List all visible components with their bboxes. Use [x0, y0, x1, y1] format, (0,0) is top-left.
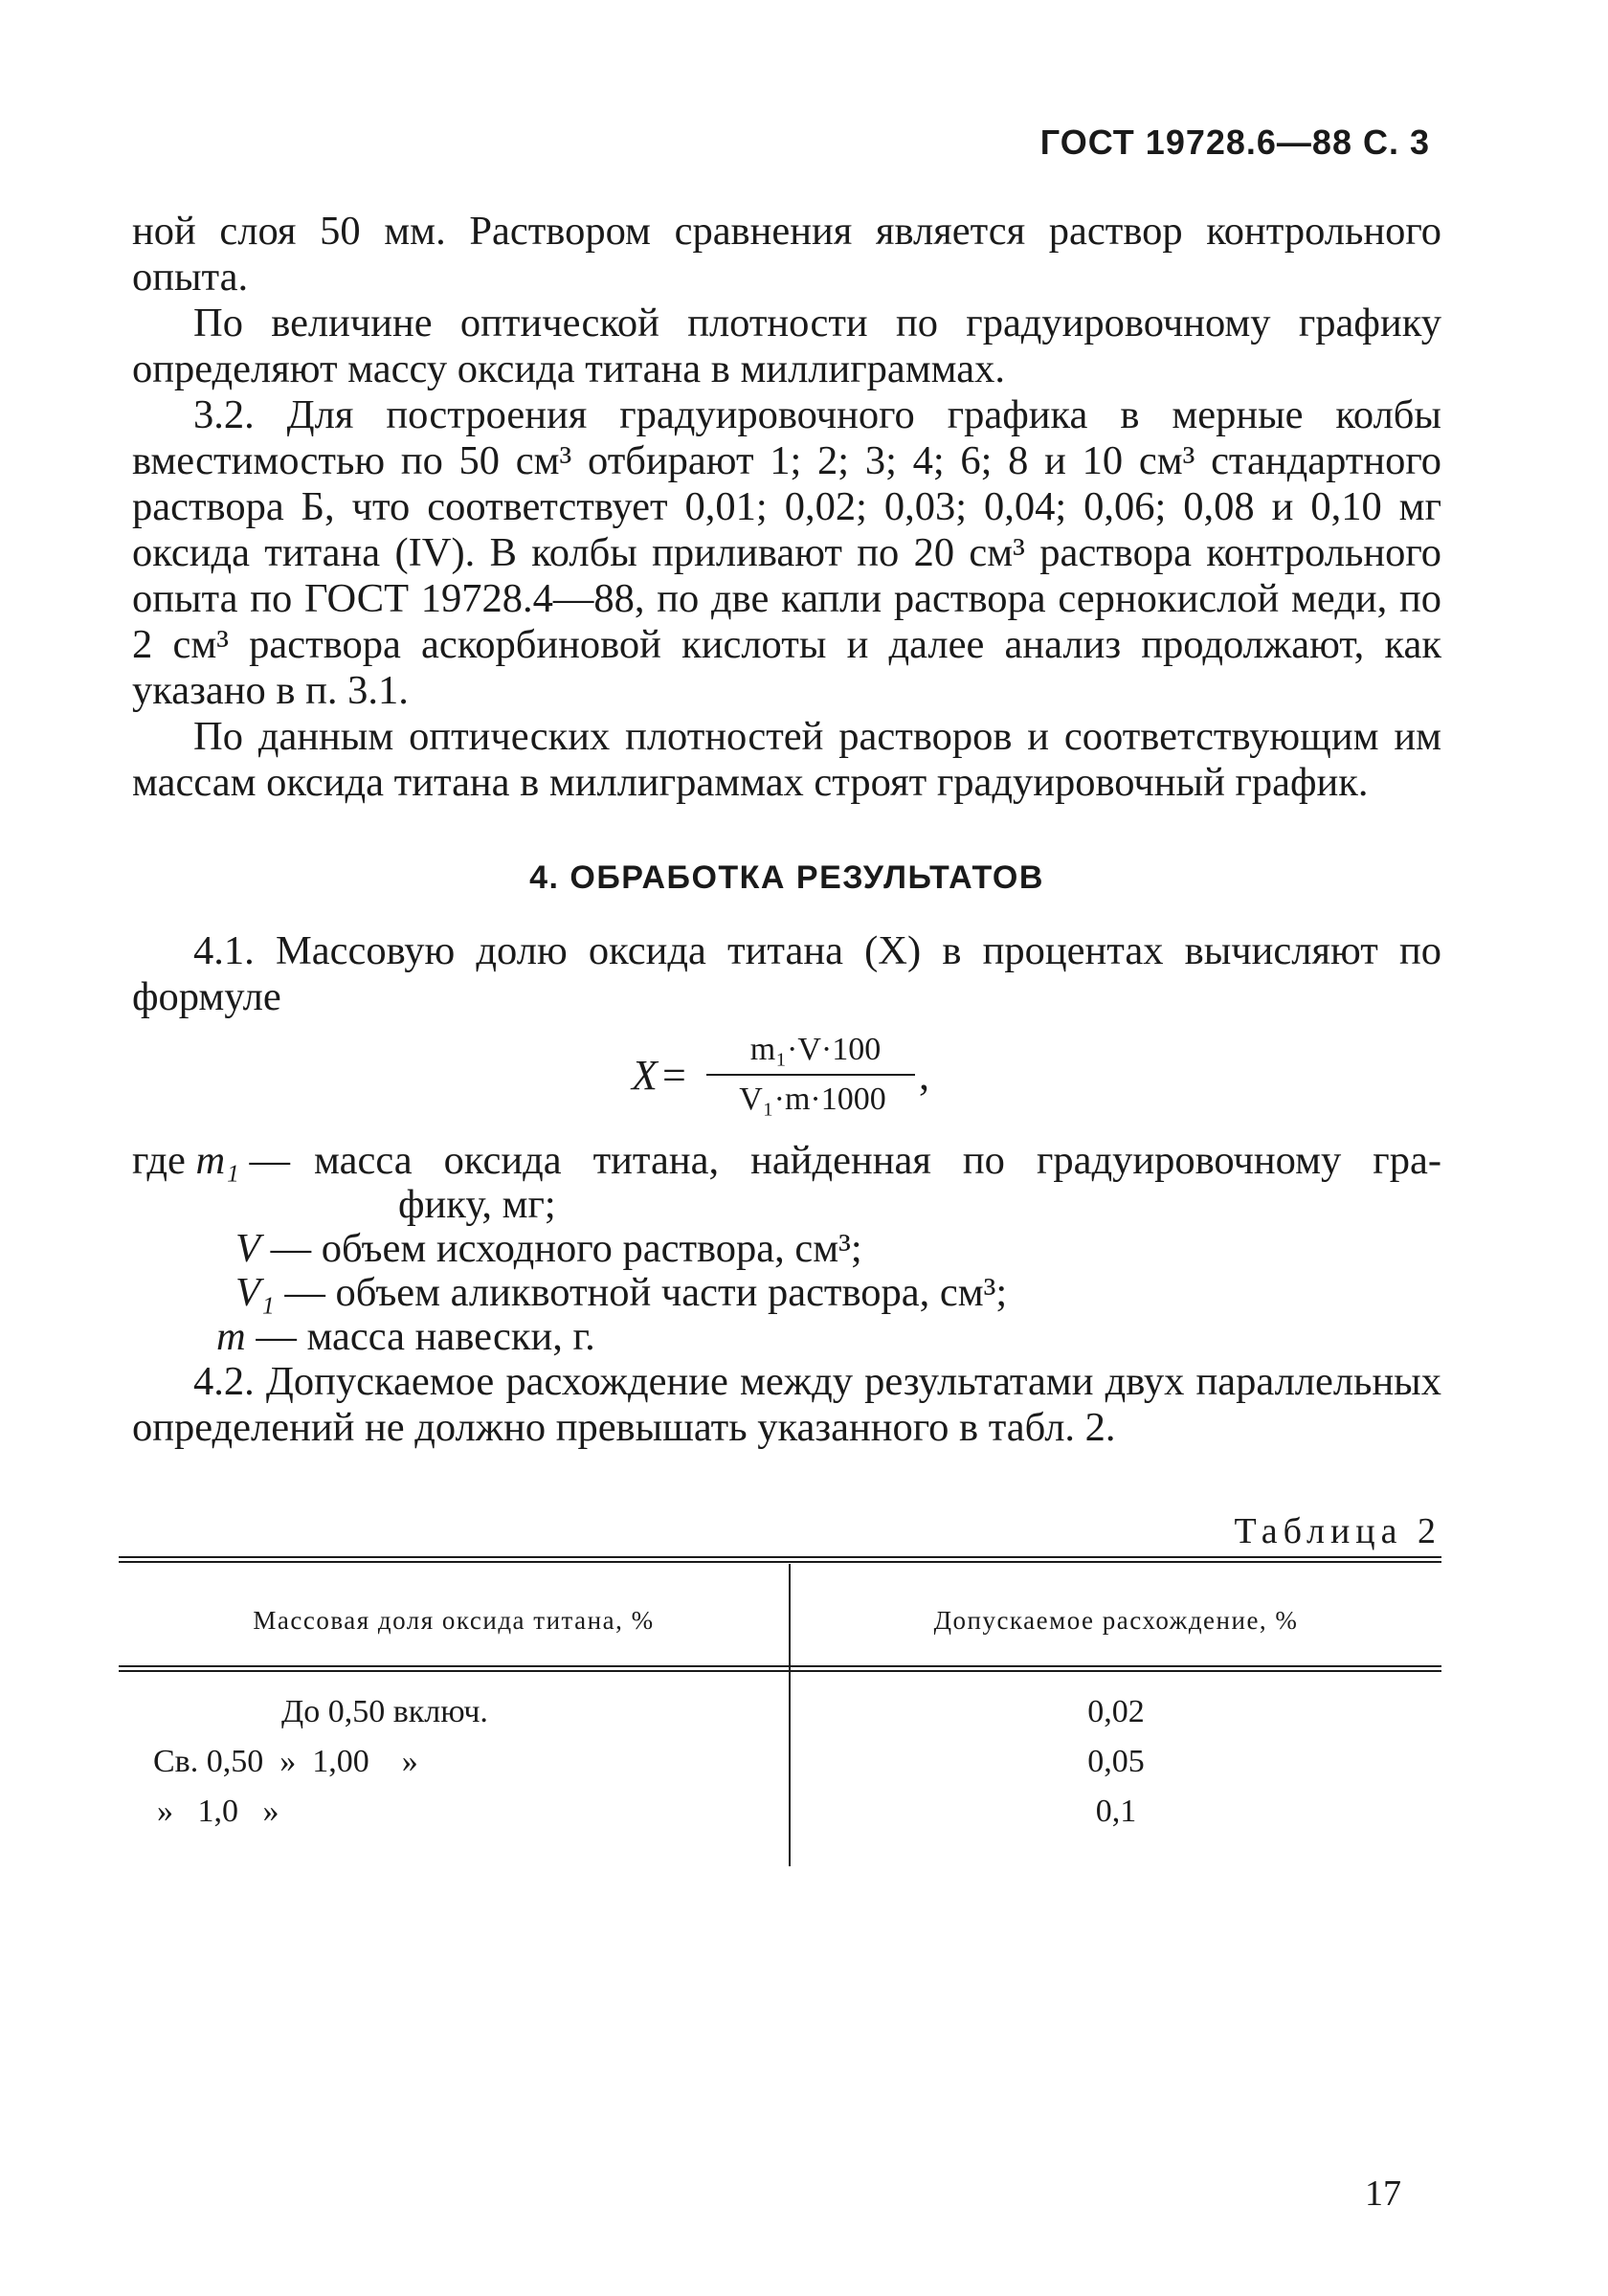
- table-header-rule: [119, 1665, 1441, 1667]
- legend-item: V₁ — объем аликвотной части раствора, см³;: [235, 1270, 1008, 1315]
- table-header-mass-fraction: Массовая доля оксида титана, %: [253, 1606, 655, 1635]
- table-cell-tolerance: 0,05: [1087, 1744, 1145, 1779]
- legend-item: [132, 1139, 1441, 1183]
- table-cell-mass-fraction: До 0,50 включ.: [281, 1694, 488, 1729]
- paragraph-4-1: 4.1. Массовую долю оксида титана (X) в процентах вычисляют по формуле: [132, 928, 1441, 1019]
- formula-equals: =: [662, 1052, 686, 1099]
- table-caption: Таблица 2: [1234, 1511, 1441, 1551]
- formula-numerator: m₁·V·100: [749, 1032, 882, 1067]
- legend-item: V — объем исходного раствора, см³;: [235, 1226, 862, 1271]
- document-header-reference: ГОСТ 19728.6—88 С. 3: [1039, 123, 1430, 162]
- formula-fraction-bar: [706, 1074, 915, 1076]
- formula-trailing: ,: [919, 1052, 929, 1099]
- legend-item-lead: где m₁ —: [132, 1138, 291, 1183]
- section-text-block: [132, 928, 1441, 1020]
- body-text-block: [132, 209, 1441, 806]
- table-cell-tolerance: 0,02: [1087, 1694, 1145, 1729]
- paragraph-4-2-block: [132, 1359, 1441, 1451]
- paragraph-4-2: 4.2. Допускаемое расхождение между результатами двух параллельных определений не должно превышать указанного в табл. 2.: [132, 1359, 1441, 1450]
- paragraph-optical-density: По величине оптической плотности по градуировочному графику определяют массу оксида титана в миллиграммах.: [132, 301, 1441, 391]
- legend-item: m — масса навески, г.: [216, 1314, 595, 1359]
- table-cell-tolerance: 0,1: [1095, 1794, 1137, 1829]
- section-title: 4. ОБРАБОТКА РЕЗУЛЬТАТОВ: [529, 859, 1044, 896]
- table-top-rule: [119, 1556, 1441, 1558]
- tolerance-table: [119, 1556, 1441, 1872]
- table-cell-mass-fraction: Св. 0,50 » 1,00 »: [153, 1744, 418, 1779]
- table-header-rule-double: [119, 1670, 1441, 1672]
- legend-item-text: масса оксида титана, найденная по градуировочному гра-: [314, 1138, 1441, 1183]
- table-cell-mass-fraction: » 1,0 »: [157, 1794, 279, 1829]
- paragraph-calibration-graph: По данным оптических плотностей растворов и соответствующим им массам оксида титана в миллиграммах строят градуировочный график.: [132, 714, 1441, 805]
- legend-item-continuation: фику, мг;: [398, 1182, 556, 1227]
- page-number: 17: [1365, 2173, 1401, 2214]
- formula-denominator: V₁·m·1000: [739, 1081, 886, 1117]
- paragraph-3-2: 3.2. Для построения градуировочного графика в мерные колбы вместимостью по 50 см³ отбирают 1; 2; 3; 4; 6; 8 и 10 см³ стандартного раствора Б, что соответствует 0,01; 0,02; 0,03; 0,04; 0,06; 0,08 и 0,10 мг оксида титана (IV). В колбы приливают по 20 см³ раствора контрольного опыта по ГОСТ 19728.4—88, по две капли раствора сернокислой меди, по 2 см³ раствора аскорбиновой кислоты и далее анализ продолжают, как указано в п. 3.1.: [132, 392, 1441, 713]
- table-top-rule-double: [119, 1561, 1441, 1563]
- paragraph-continuation: ной слоя 50 мм. Раствором сравнения является раствор контрольного опыта.: [132, 209, 1441, 300]
- table-header-tolerance: Допускаемое расхождение, %: [933, 1606, 1299, 1635]
- formula-lhs: X: [632, 1052, 658, 1099]
- formula-legend: [132, 1139, 1441, 1359]
